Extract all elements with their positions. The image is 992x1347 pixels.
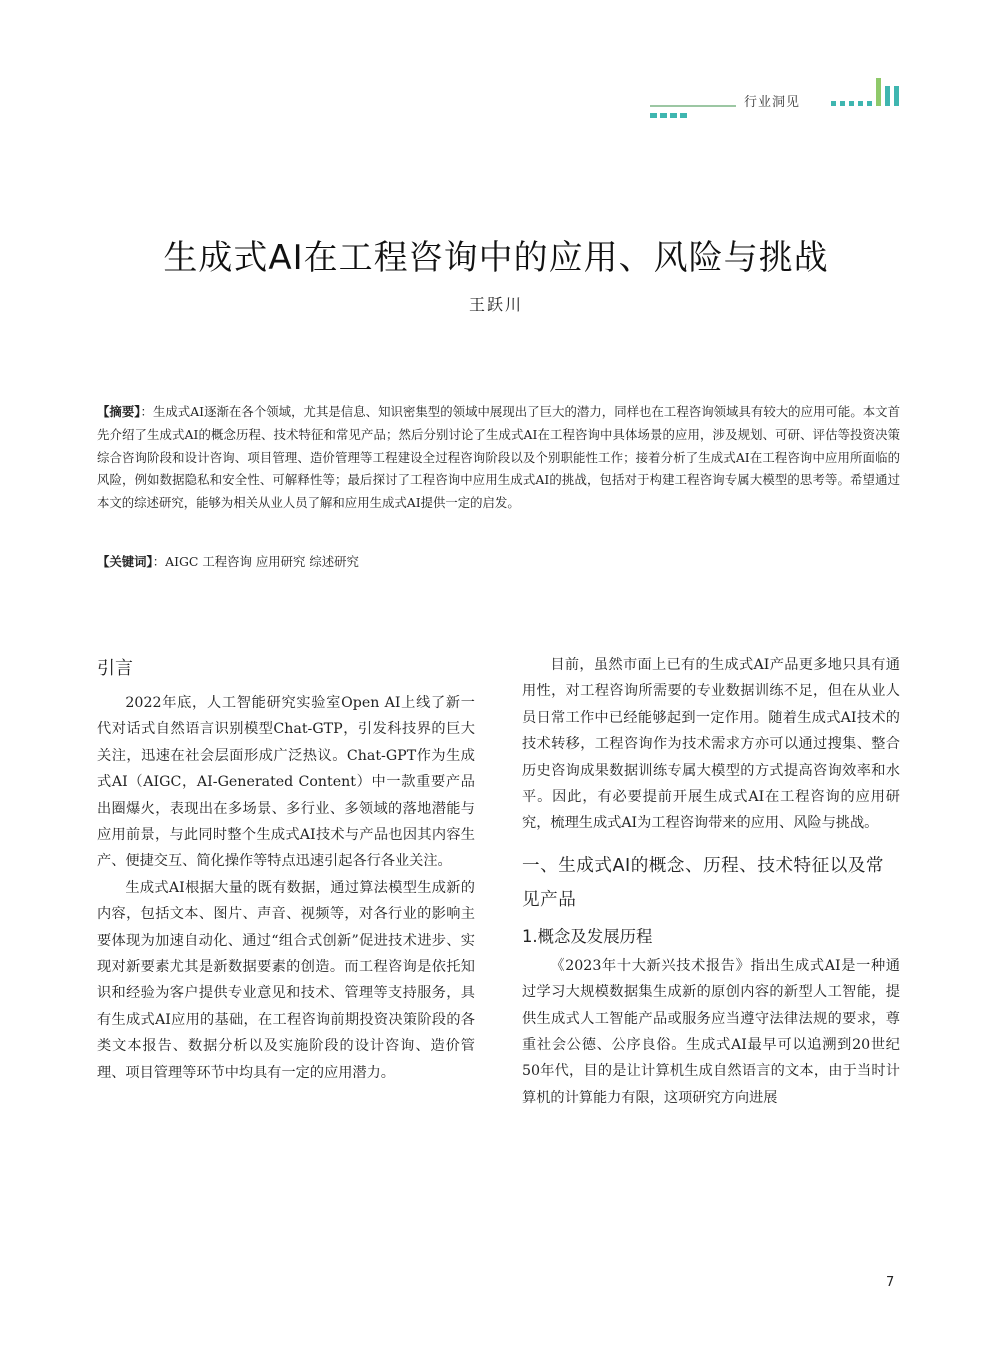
article-title: 生成式AI在工程咨询中的应用、风险与挑战 xyxy=(163,238,829,278)
paragraph: 目前，虽然市面上已有的生成式AI产品更多地只具有通用性，对工程咨询所需要的专业数据训练不足，但在从业人员日常工作中已经能够起到一定作用。随着生成式AI技术的技术转移，工程咨询作为技术需求方亦可以通过搜集、整合历史咨询成果数据训练专属大模型的方式提高咨询效率和水平。因此，有必要提前开展生成式AI在工程咨询的应用研究，梳理生成式AI为工程咨询带来的应用、风险与挑战。 xyxy=(522,657,900,832)
paragraph: 生成式AI根据大量的既有数据，通过算法模型生成新的内容，包括文本、图片、声音、视频等，对各行业的影响主要体现为加速自动化、通过“组合式创新”促进技术进步、实现对新要素尤其是新数据要素的创造。而工程咨询是依托知识和经验为客户提供专业意见和技术、管理等支持服务，具有生成式AI应用的基础，在工程咨询前期投资决策阶段的各类文本报告、数据分析以及实施阶段的设计咨询、造价管理、项目管理等环节中均具有一定的应用潜力。 xyxy=(97,879,475,1081)
keywords-text: ：AIGC 工程咨询 应用研究 综述研究 xyxy=(152,554,359,569)
article-author: 王跃川 xyxy=(468,295,523,314)
intro-heading: 引言 xyxy=(97,658,133,679)
right-column xyxy=(522,652,900,1111)
subsection-heading: 1.概念及发展历程 xyxy=(522,926,653,946)
keywords xyxy=(97,551,900,573)
left-column xyxy=(97,652,475,1086)
header-bars-decoration xyxy=(831,78,899,106)
page-number: 7 xyxy=(886,1275,895,1290)
paragraph: 《2023年十大新兴技术报告》指出生成式AI是一种通过学习大规模数据集生成新的原创内容的新型人工智能，提供生成式人工智能产品或服务应当遵守法律法规的要求，尊重社会公德、公序良俗。生成式AI最早可以追溯到20世纪50年代，目的是让计算机生成自然语言的文本，由于当时计算机的计算能力有限，这项研究方向进展 xyxy=(522,957,900,1106)
section-header xyxy=(650,78,910,122)
abstract xyxy=(97,401,900,515)
section-label: 行业洞见 xyxy=(744,95,801,110)
header-rule xyxy=(650,105,736,107)
section-heading: 一、生成式AI的概念、历程、技术特征以及常见产品 xyxy=(522,855,885,910)
keywords-label: 【关键词】 xyxy=(97,554,153,569)
paragraph: 2022年底，人工智能研究实验室Open AI上线了新一代对话式自然语言识别模型Chat-GTP，引发科技界的巨大关注，迅速在社会层面形成广泛热议。Chat-GPT作为生成式AI（AIGC，AI-Generated Content）中一款重要产品出圈爆火，表现出在多场景、多行业、多领域的落地潜能与应用前景，与此同时整个生成式AI技术与产品也因其内容生产、便捷交互、简化操作等特点迅速引起各行各业关注。 xyxy=(97,695,475,870)
abstract-label: 【摘要】 xyxy=(97,404,141,419)
header-dots-decoration xyxy=(650,113,687,118)
abstract-text: ：生成式AI逐渐在各个领域，尤其是信息、知识密集型的领域中展现出了巨大的潜力，同样也在工程咨询领域具有较大的应用可能。本文首先介绍了生成式AI的概念历程、技术特征和常见产品；然后分别讨论了生成式AI在工程咨询中具体场景的应用，涉及规划、可研、评估等投资决策综合咨询阶段和设计咨询、项目管理、造价管理等工程建设全过程咨询阶段以及个别职能性工作；接着分析了生成式AI在工程咨询中应用所面临的风险，例如数据隐私和安全性、可解释性等；最后探讨了工程咨询中应用生成式AI的挑战，包括对于构建工程咨询专属大模型的思考等。希望通过本文的综述研究，能够为相关从业人员了解和应用生成式AI提供一定的启发。 xyxy=(97,404,900,511)
